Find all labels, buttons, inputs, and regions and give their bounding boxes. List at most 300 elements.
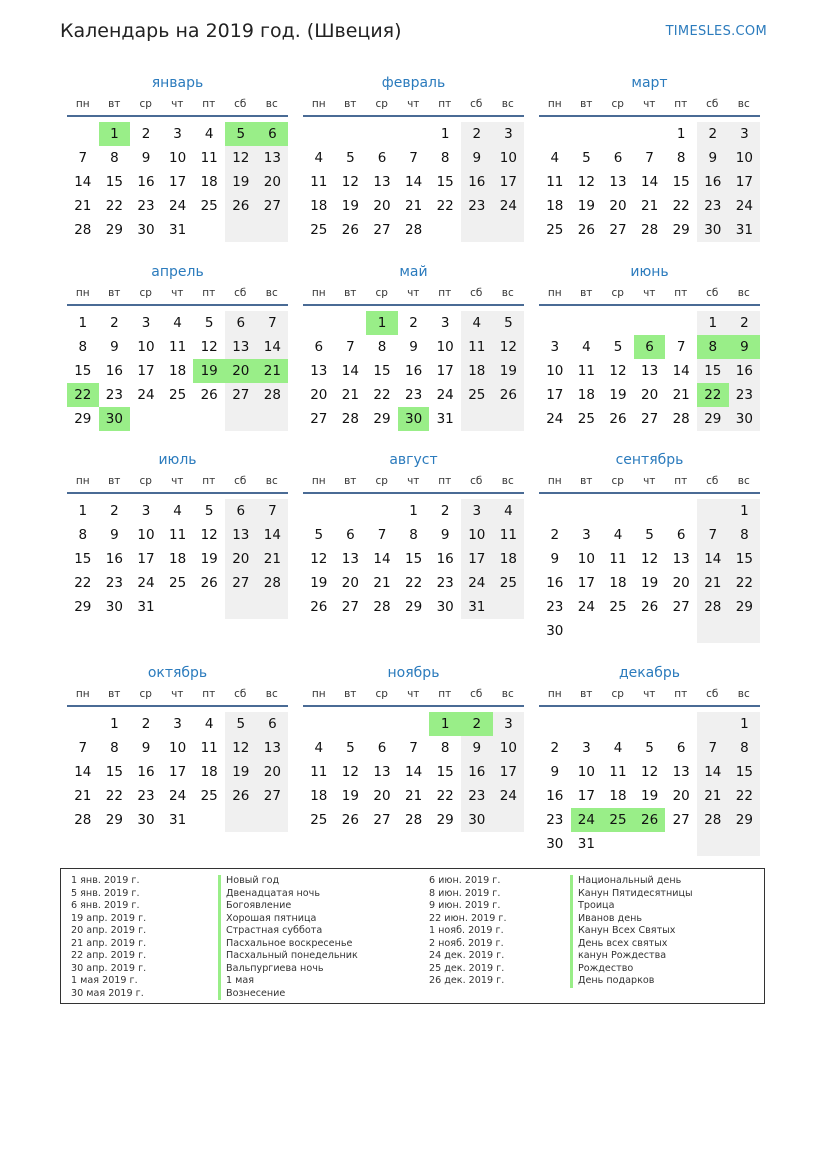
- weekday-label: чт: [407, 688, 420, 700]
- day-cell: 24: [137, 387, 155, 403]
- legend-date: 1 мая 2019 г.: [71, 975, 138, 986]
- day-cell: 19: [609, 387, 627, 403]
- day-cell: 2: [409, 315, 418, 331]
- day-cell: 28: [373, 599, 391, 615]
- empty-weekend-cell: [697, 712, 729, 736]
- day-cell: 30: [546, 836, 564, 852]
- day-cell: 16: [546, 575, 564, 591]
- legend-date: 22 апр. 2019 г.: [71, 950, 147, 961]
- day-cell: 13: [310, 363, 328, 379]
- weekday-label: сб: [234, 688, 247, 700]
- day-cell: 10: [169, 150, 187, 166]
- holiday-day-cell: 30: [99, 407, 131, 431]
- day-cell: 23: [436, 575, 454, 591]
- day-cell: 19: [200, 551, 218, 567]
- day-cell: 27: [310, 411, 328, 427]
- day-cell: 17: [577, 575, 595, 591]
- day-cell: 31: [729, 218, 761, 242]
- month-3: [539, 73, 760, 261]
- month-11: [303, 663, 524, 851]
- day-cell: 17: [577, 788, 595, 804]
- weekday-header: [539, 473, 760, 494]
- holiday-legend: [60, 868, 765, 1004]
- day-cell: 12: [225, 736, 257, 760]
- legend-holiday-name: Иванов день: [570, 913, 693, 926]
- holiday-day-cell: 2: [461, 712, 493, 736]
- day-cell: 27: [641, 411, 659, 427]
- day-cell: 22: [436, 198, 454, 214]
- day-cell: 27: [257, 784, 289, 808]
- weekday-label: вс: [501, 287, 514, 299]
- day-cell: 2: [110, 503, 119, 519]
- weekday-label: пн: [311, 688, 326, 700]
- day-cell: 18: [577, 387, 595, 403]
- day-cell: 26: [493, 383, 525, 407]
- day-cell: 6: [257, 712, 289, 736]
- day-cell: 22: [74, 575, 92, 591]
- day-cell: 18: [200, 764, 218, 780]
- month-name: декабрь: [618, 665, 681, 681]
- day-cell: 4: [204, 716, 214, 732]
- day-cell: 26: [200, 575, 218, 591]
- day-cell: 16: [137, 174, 155, 190]
- day-cell: 14: [257, 523, 289, 547]
- day-cell: 26: [310, 599, 328, 615]
- empty-weekend-cell: [257, 808, 289, 832]
- legend-holiday-name: 1 мая: [218, 975, 358, 988]
- empty-weekend-cell: [461, 218, 493, 242]
- day-cell: 23: [697, 194, 729, 218]
- day-cell: 15: [373, 363, 391, 379]
- day-cell: 14: [697, 547, 729, 571]
- day-cell: 16: [729, 359, 761, 383]
- month-6: [539, 262, 760, 450]
- legend-holiday-name: День подарков: [570, 975, 693, 988]
- weekday-label: вс: [265, 475, 278, 487]
- day-cell: 7: [377, 527, 387, 543]
- empty-weekend-cell: [257, 218, 289, 242]
- weekday-label: сб: [470, 475, 483, 487]
- legend-holiday-name: канун Рождества: [570, 950, 693, 963]
- weekday-label: пн: [75, 98, 90, 110]
- legend-holiday-name: Национальный день: [570, 875, 693, 888]
- day-cell: 5: [346, 740, 355, 756]
- day-cell: 20: [225, 547, 257, 571]
- day-cell: 20: [373, 198, 391, 214]
- weekday-label: ср: [611, 475, 624, 487]
- weekday-label: пн: [547, 287, 562, 299]
- day-cell: 17: [493, 170, 525, 194]
- day-cell: 24: [546, 411, 564, 427]
- legend-date: 25 дек. 2019 г.: [429, 962, 505, 974]
- legend-date: 5 янв. 2019 г.: [71, 887, 140, 899]
- day-cell: 17: [546, 387, 564, 403]
- day-cell: 12: [310, 551, 328, 567]
- day-cell: 29: [105, 222, 123, 238]
- day-cell: 11: [169, 527, 187, 543]
- day-cell: 7: [409, 740, 418, 756]
- weekday-label: пн: [547, 475, 562, 487]
- day-cell: 15: [405, 551, 423, 567]
- day-cell: 31: [169, 812, 187, 828]
- weekday-label: вт: [580, 287, 593, 299]
- day-cell: 19: [493, 359, 525, 383]
- day-grid: [303, 494, 524, 638]
- day-cell: 15: [74, 551, 92, 567]
- day-cell: 13: [257, 146, 289, 170]
- weekday-label: вт: [580, 475, 593, 487]
- month-name: июль: [158, 452, 197, 468]
- day-cell: 13: [373, 764, 391, 780]
- legend-date: 1 нояб. 2019 г.: [429, 925, 504, 936]
- weekday-header: [67, 96, 288, 117]
- month-name: февраль: [381, 75, 446, 91]
- day-cell: 28: [341, 411, 359, 427]
- day-cell: 14: [697, 760, 729, 784]
- day-cell: 7: [78, 740, 88, 756]
- weekday-label: ср: [375, 688, 388, 700]
- day-cell: 15: [436, 764, 454, 780]
- day-cell: 31: [137, 599, 155, 615]
- weekday-label: сб: [706, 688, 719, 700]
- day-cell: 12: [641, 551, 659, 567]
- day-cell: 26: [577, 222, 595, 238]
- day-cell: 9: [110, 339, 119, 355]
- day-cell: 8: [78, 339, 88, 355]
- weekday-label: сб: [706, 475, 719, 487]
- day-cell: 13: [225, 523, 257, 547]
- day-cell: 1: [729, 712, 761, 736]
- weekday-label: пн: [311, 475, 326, 487]
- legend-date: 20 апр. 2019 г.: [71, 925, 147, 936]
- day-cell: 28: [641, 222, 659, 238]
- day-cell: 28: [257, 383, 289, 407]
- day-cell: 18: [461, 359, 493, 383]
- day-cell: 6: [613, 150, 623, 166]
- day-cell: 2: [440, 503, 450, 519]
- day-cell: 30: [697, 218, 729, 242]
- month-4: [67, 262, 288, 450]
- day-grid: [67, 494, 288, 638]
- day-cell: 10: [493, 736, 525, 760]
- weekday-label: вт: [344, 98, 357, 110]
- day-cell: 16: [105, 551, 123, 567]
- weekday-label: чт: [171, 287, 184, 299]
- day-cell: 11: [609, 551, 627, 567]
- weekday-label: вс: [737, 287, 750, 299]
- empty-weekend-cell: [729, 619, 761, 643]
- empty-weekend-cell: [493, 218, 525, 242]
- day-cell: 2: [141, 126, 151, 142]
- day-cell: 25: [169, 387, 187, 403]
- site-link[interactable]: TIMESLES.COM: [665, 24, 767, 39]
- empty-weekend-cell: [461, 407, 493, 431]
- day-cell: 9: [461, 736, 493, 760]
- day-grid: [303, 117, 524, 261]
- day-cell: 25: [577, 411, 595, 427]
- day-cell: 11: [493, 523, 525, 547]
- day-cell: 9: [141, 740, 151, 756]
- day-cell: 8: [78, 527, 88, 543]
- day-cell: 29: [74, 599, 92, 615]
- day-cell: 23: [105, 387, 123, 403]
- day-cell: 11: [169, 339, 187, 355]
- weekday-label: вс: [501, 98, 514, 110]
- day-cell: 24: [169, 198, 187, 214]
- day-cell: 28: [74, 222, 92, 238]
- day-cell: 9: [461, 146, 493, 170]
- day-cell: 23: [461, 194, 493, 218]
- day-cell: 4: [582, 339, 591, 355]
- weekday-label: чт: [643, 475, 656, 487]
- day-cell: 21: [74, 788, 92, 804]
- day-cell: 27: [225, 383, 257, 407]
- day-cell: 10: [137, 527, 155, 543]
- day-cell: 21: [74, 198, 92, 214]
- day-cell: 12: [225, 146, 257, 170]
- weekday-label: пн: [75, 688, 90, 700]
- weekday-label: чт: [171, 98, 184, 110]
- day-cell: 9: [409, 339, 418, 355]
- day-cell: 17: [461, 547, 493, 571]
- day-cell: 24: [577, 599, 595, 615]
- weekday-label: пт: [438, 98, 452, 110]
- holiday-day-cell: 30: [398, 407, 430, 431]
- day-cell: 16: [436, 551, 454, 567]
- month-2: [303, 73, 524, 261]
- empty-weekend-cell: [697, 832, 729, 856]
- day-cell: 26: [225, 194, 257, 218]
- weekday-label: ср: [611, 287, 624, 299]
- day-cell: 5: [204, 315, 214, 331]
- day-cell: 8: [676, 150, 686, 166]
- empty-weekend-cell: [493, 407, 525, 431]
- day-cell: 21: [405, 788, 423, 804]
- day-grid: [303, 306, 524, 450]
- weekday-label: вс: [501, 688, 514, 700]
- day-cell: 22: [436, 788, 454, 804]
- day-cell: 22: [672, 198, 690, 214]
- day-cell: 7: [676, 339, 686, 355]
- weekday-label: ср: [139, 98, 152, 110]
- weekday-label: пн: [75, 475, 90, 487]
- day-cell: 1: [697, 311, 729, 335]
- day-cell: 31: [436, 411, 454, 427]
- day-cell: 17: [137, 551, 155, 567]
- day-grid: [539, 306, 760, 450]
- day-cell: 16: [405, 363, 423, 379]
- day-cell: 28: [672, 411, 690, 427]
- weekday-label: ср: [139, 688, 152, 700]
- day-cell: 7: [697, 523, 729, 547]
- month-name: май: [399, 264, 428, 280]
- holiday-day-cell: 6: [257, 122, 289, 146]
- day-cell: 20: [257, 760, 289, 784]
- weekday-label: пн: [75, 287, 90, 299]
- day-cell: 17: [493, 760, 525, 784]
- day-cell: 22: [373, 387, 391, 403]
- holiday-day-cell: 8: [697, 335, 729, 359]
- weekday-label: сб: [470, 287, 483, 299]
- day-cell: 14: [641, 174, 659, 190]
- weekday-label: пт: [438, 688, 452, 700]
- holiday-day-cell: 21: [257, 359, 289, 383]
- day-cell: 18: [493, 547, 525, 571]
- day-cell: 12: [577, 174, 595, 190]
- day-cell: 4: [493, 499, 525, 523]
- day-cell: 24: [461, 571, 493, 595]
- weekday-label: чт: [407, 475, 420, 487]
- day-cell: 18: [169, 551, 187, 567]
- day-cell: 29: [74, 411, 92, 427]
- day-cell: 10: [729, 146, 761, 170]
- weekday-header: [67, 473, 288, 494]
- day-cell: 23: [137, 788, 155, 804]
- day-cell: 31: [577, 836, 595, 852]
- day-cell: 6: [346, 527, 355, 543]
- holiday-day-cell: 1: [366, 311, 398, 335]
- holiday-day-cell: 24: [571, 808, 603, 832]
- day-cell: 18: [609, 575, 627, 591]
- day-cell: 12: [493, 335, 525, 359]
- day-cell: 25: [493, 571, 525, 595]
- empty-weekend-cell: [225, 595, 257, 619]
- day-cell: 13: [341, 551, 359, 567]
- day-cell: 8: [440, 740, 450, 756]
- day-cell: 30: [105, 599, 123, 615]
- day-cell: 23: [461, 784, 493, 808]
- legend-date: 6 янв. 2019 г.: [71, 900, 140, 911]
- legend-names-left: [218, 875, 358, 1000]
- day-cell: 1: [440, 126, 450, 142]
- day-cell: 20: [672, 788, 690, 804]
- legend-dates-right: [429, 875, 507, 988]
- holiday-day-cell: 19: [193, 359, 225, 383]
- weekday-label: чт: [643, 287, 656, 299]
- day-cell: 9: [110, 527, 119, 543]
- day-cell: 19: [641, 788, 659, 804]
- legend-names-right: [570, 875, 693, 988]
- weekday-label: сб: [470, 688, 483, 700]
- day-cell: 10: [169, 740, 187, 756]
- day-cell: 19: [641, 575, 659, 591]
- holiday-day-cell: 25: [602, 808, 634, 832]
- weekday-label: пт: [438, 287, 452, 299]
- legend-holiday-name: Страстная суббота: [218, 925, 358, 938]
- day-grid: [67, 117, 288, 261]
- legend-date: 26 дек. 2019 г.: [429, 975, 505, 986]
- day-cell: 25: [609, 599, 627, 615]
- weekday-label: пт: [674, 287, 688, 299]
- day-cell: 23: [546, 599, 564, 615]
- day-cell: 6: [377, 740, 387, 756]
- day-cell: 4: [314, 150, 324, 166]
- day-cell: 19: [225, 170, 257, 194]
- day-cell: 12: [200, 527, 218, 543]
- weekday-label: вт: [108, 287, 121, 299]
- day-cell: 19: [341, 788, 359, 804]
- legend-date: 22 июн. 2019 г.: [429, 912, 507, 924]
- legend-holiday-name: Хорошая пятница: [218, 913, 358, 926]
- day-cell: 20: [310, 387, 328, 403]
- day-cell: 19: [225, 760, 257, 784]
- weekday-label: вс: [501, 475, 514, 487]
- day-cell: 3: [729, 122, 761, 146]
- weekday-label: пн: [547, 98, 562, 110]
- day-cell: 8: [729, 523, 761, 547]
- day-cell: 21: [697, 571, 729, 595]
- day-cell: 3: [493, 712, 525, 736]
- day-cell: 3: [440, 315, 450, 331]
- day-cell: 27: [257, 194, 289, 218]
- legend-holiday-name: Новый год: [218, 875, 358, 888]
- day-cell: 13: [609, 174, 627, 190]
- day-cell: 13: [257, 736, 289, 760]
- weekday-label: чт: [407, 98, 420, 110]
- weekday-label: вс: [265, 287, 278, 299]
- weekday-header: [539, 285, 760, 306]
- day-cell: 14: [74, 174, 92, 190]
- day-cell: 28: [257, 571, 289, 595]
- day-cell: 18: [609, 788, 627, 804]
- weekday-label: сб: [706, 287, 719, 299]
- month-name: октябрь: [147, 665, 208, 681]
- holiday-day-cell: 1: [99, 122, 131, 146]
- day-cell: 20: [257, 170, 289, 194]
- day-cell: 9: [141, 150, 151, 166]
- day-cell: 4: [314, 740, 324, 756]
- day-cell: 1: [409, 503, 418, 519]
- day-cell: 20: [672, 575, 690, 591]
- day-cell: 29: [729, 595, 761, 619]
- day-cell: 6: [314, 339, 324, 355]
- month-name: сентябрь: [615, 452, 684, 468]
- weekday-header: [303, 96, 524, 117]
- day-cell: 9: [550, 551, 560, 567]
- empty-weekend-cell: [697, 619, 729, 643]
- day-cell: 12: [609, 363, 627, 379]
- day-cell: 10: [546, 363, 564, 379]
- day-cell: 26: [225, 784, 257, 808]
- day-cell: 2: [461, 122, 493, 146]
- day-cell: 1: [78, 315, 88, 331]
- day-cell: 26: [341, 812, 359, 828]
- day-cell: 14: [373, 551, 391, 567]
- day-cell: 19: [577, 198, 595, 214]
- weekday-label: пт: [438, 475, 452, 487]
- legend-date: 9 июн. 2019 г.: [429, 900, 501, 911]
- day-cell: 1: [110, 716, 119, 732]
- legend-holiday-name: Вальпургиева ночь: [218, 963, 358, 976]
- day-cell: 29: [672, 222, 690, 238]
- day-cell: 5: [225, 712, 257, 736]
- day-cell: 24: [169, 788, 187, 804]
- day-cell: 30: [436, 599, 454, 615]
- month-name: июнь: [630, 264, 669, 280]
- day-cell: 10: [137, 339, 155, 355]
- day-cell: 3: [582, 740, 591, 756]
- weekday-label: вт: [344, 287, 357, 299]
- legend-holiday-name: Богоявление: [218, 900, 358, 913]
- weekday-label: ср: [375, 98, 388, 110]
- day-cell: 25: [461, 383, 493, 407]
- day-cell: 4: [613, 740, 623, 756]
- day-cell: 31: [169, 222, 187, 238]
- day-cell: 4: [173, 503, 182, 519]
- weekday-header: [303, 686, 524, 707]
- day-cell: 2: [550, 740, 560, 756]
- holiday-day-cell: 26: [634, 808, 666, 832]
